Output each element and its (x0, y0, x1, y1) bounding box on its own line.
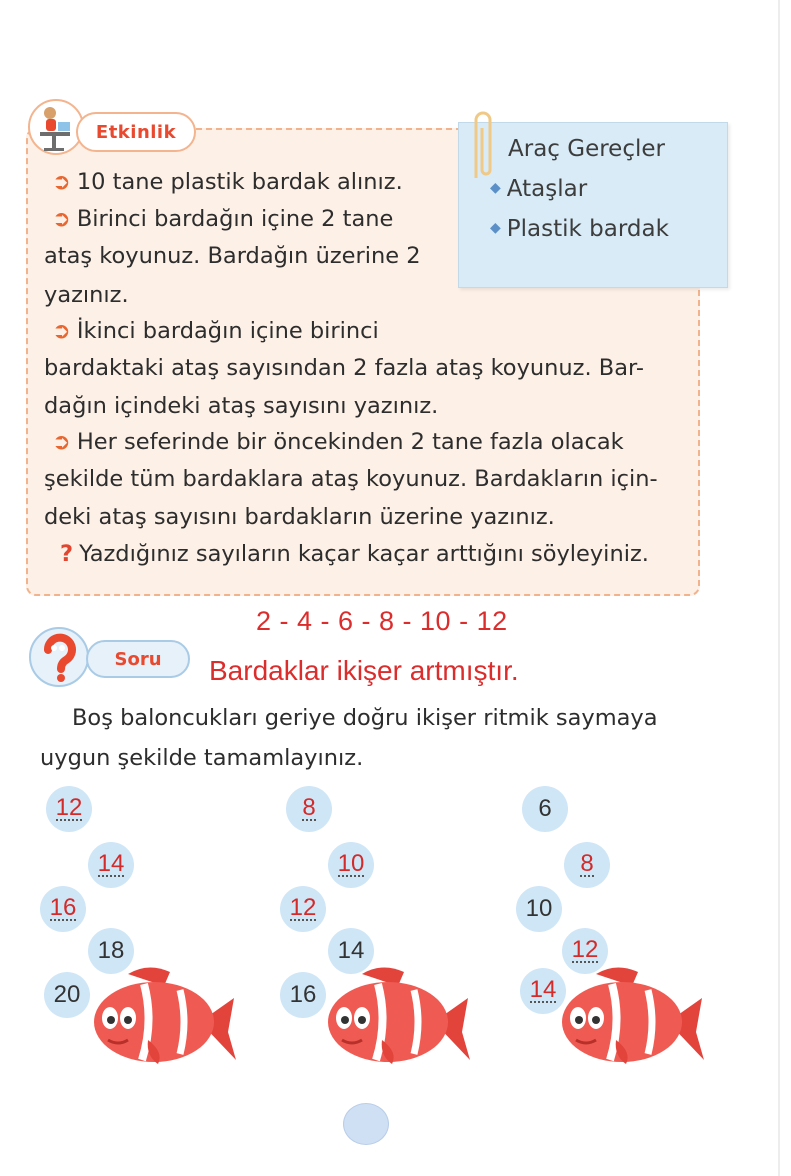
activity-step: ➲ Her seferinde bir öncekinden 2 tane fazla olacak (52, 429, 624, 455)
number-bubble[interactable]: 12 (46, 786, 92, 832)
question-mascot-icon (28, 626, 90, 688)
activity-step-continued: yazınız. (44, 282, 129, 308)
answer-sequence: 2 - 4 - 6 - 8 - 10 - 12 (256, 606, 508, 636)
activity-step: ➲ 10 tane plastik bardak alınız. (52, 169, 403, 195)
activity-step: ➲ İkinci bardağın içine birinci (52, 318, 379, 344)
activity-label-badge: Etkinlik (76, 112, 196, 152)
number-bubble: 18 (88, 928, 134, 974)
activity-step-continued: bardaktaki ataş sayısından 2 fazla ataş koyunuz. Bar- (44, 355, 644, 381)
number-bubble[interactable]: 10 (328, 842, 374, 888)
activity-step-continued: şekilde tüm bardaklara ataş koyunuz. Bardakların için- (44, 466, 658, 492)
paperclip-icon (468, 108, 498, 184)
number-bubble: 10 (516, 886, 562, 932)
step-arrow-icon: ➲ (52, 169, 71, 195)
page-edge-line (778, 0, 780, 1176)
activity-step-continued: ataş koyunuz. Bardağın üzerine 2 (44, 243, 421, 269)
activity-step: ➲ Birinci bardağın içine 2 tane (52, 206, 394, 232)
number-bubble[interactable]: 8 (564, 842, 610, 888)
answer-text: Bardaklar ikişer artmıştır. (209, 655, 519, 686)
question-label-badge: Soru (86, 640, 190, 678)
question-text: uygun şekilde tamamlayınız. (40, 745, 364, 771)
number-bubble: 16 (280, 972, 326, 1018)
question-mark-icon: ? (60, 541, 74, 567)
activity-step-continued: dağın içindeki ataş sayısını yazınız. (44, 393, 439, 419)
number-bubble: 6 (522, 786, 568, 832)
number-bubble[interactable]: 8 (286, 786, 332, 832)
page-number-dot (343, 1103, 389, 1145)
bullet-diamond-icon: ◆ (490, 180, 501, 196)
clownfish-icon (556, 960, 706, 1070)
clownfish-icon (88, 960, 238, 1070)
number-bubble[interactable]: 14 (520, 968, 566, 1014)
number-bubble[interactable]: 12 (562, 928, 608, 974)
number-bubble[interactable]: 16 (40, 886, 86, 932)
number-bubble: 14 (328, 928, 374, 974)
number-bubble[interactable]: 12 (280, 886, 326, 932)
question-text: Boş baloncukları geriye doğru ikişer ritmik saymaya (72, 705, 658, 731)
step-arrow-icon: ➲ (52, 429, 71, 455)
step-arrow-icon: ➲ (52, 206, 71, 232)
clownfish-icon (322, 960, 472, 1070)
tools-title: Araç Gereçler (508, 136, 665, 162)
number-bubble[interactable]: 14 (88, 842, 134, 888)
number-bubble: 20 (44, 972, 90, 1018)
tools-item: ◆ Plastik bardak (490, 216, 669, 242)
activity-question: ? Yazdığınız sayıların kaçar kaçar arttığını söyleyiniz. (60, 541, 649, 567)
tools-item: ◆ Ataşlar (490, 176, 588, 202)
activity-step-continued: deki ataş sayısını bardakların üzerine yazınız. (44, 504, 555, 530)
step-arrow-icon: ➲ (52, 318, 71, 344)
bullet-diamond-icon: ◆ (490, 220, 501, 236)
